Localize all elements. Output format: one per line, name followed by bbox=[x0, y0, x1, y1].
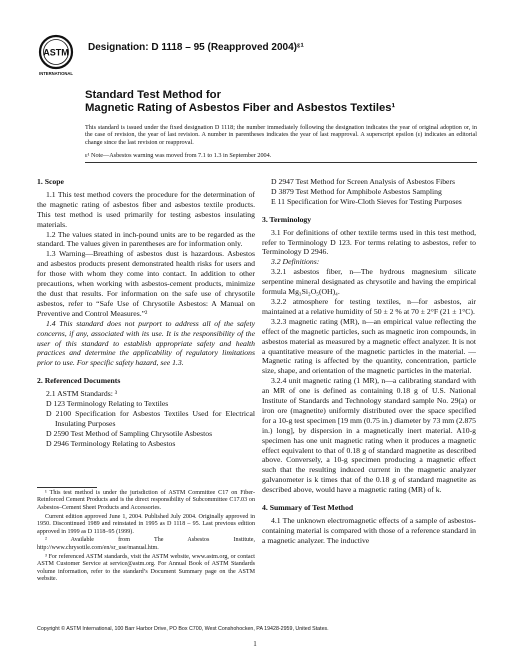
reference-item: D 2946 Terminology Relating to Asbestos bbox=[46, 438, 176, 448]
paragraph-1-3: 1.3 Warning—Breathing of asbestos dust is hazardous. Asbestos and asbestos products present demonstrated health risks for users and for those with whom they come into contact. In addition to other precautions, when working with asbestos-cement products, minimize the dust that results. For information on the safe use of chrysotile asbestos, refer to “Safe Use of Chrysotile Asbestos: A Manual on Preventive and Control Measures.”² bbox=[37, 249, 255, 318]
reference-item: D 2590 Test Method of Sampling Chrysotile Asbestos bbox=[46, 428, 213, 438]
reference-item: D 2100 Specification for Asbestos Textiles Used for Electrical Insulating Purposes bbox=[46, 408, 255, 428]
astm-logo-icon bbox=[37, 33, 75, 77]
reference-item: E 11 Specification for Wire-Cloth Sieves for Testing Purposes bbox=[271, 196, 462, 206]
paragraph-4-1: 4.1 The unknown electromagnetic effects of a sample of asbestos-containing material is compared with those of a reference standard in a magnetic analyzer. The inductive bbox=[262, 516, 476, 545]
editorial-note: ε¹ Note—Asbestos warning was moved from 7.1 to 1.3 in September 2004. bbox=[85, 152, 272, 159]
footnote: ² Available from The Asbestos Institute, http://www.chrysotile.com/en/sr_use/manual.htm. bbox=[37, 537, 255, 551]
title-line-1: Standard Test Method for bbox=[85, 89, 221, 101]
paragraph-1-1: 1.1 This test method covers the procedure for the determination of the magnetic rating of asbestos fiber and asbestos textile products. This test method is used primarily for testing asbestos insulating materials. bbox=[37, 189, 255, 229]
paragraph-3-2: 3.2 Definitions: bbox=[271, 257, 320, 267]
section-heading-scope: 1. Scope bbox=[37, 177, 64, 186]
right-column bbox=[262, 177, 476, 546]
section-heading-referenced-documents: 2. Referenced Documents bbox=[37, 376, 121, 386]
designation: Designation: D 1118 – 95 (Reapproved 2004)ᵋ¹ bbox=[88, 42, 304, 53]
title-block bbox=[85, 89, 485, 115]
reference-item: D 3879 Test Method for Amphibole Asbestos Sampling bbox=[271, 186, 442, 196]
paragraph-1-2: 1.2 The values stated in inch-pound units are to be regarded as the standard. The values given in parentheses are for information only. bbox=[37, 229, 255, 249]
issuance-note: This standard is issued under the fixed designation D 1118; the number immediately following the designation indicates the year of original adoption or, in the case of revision, the year of last revision. A number in parentheses indicates the year of last reapproval. A superscript epsilon (ε) indicates an editorial change since the last revision or reapproval. bbox=[85, 124, 477, 146]
reference-item: D 123 Terminology Relating to Textiles bbox=[46, 399, 169, 409]
paragraph-3-2-2: 3.2.2 atmosphere for testing textiles, n—for asbestos, air maintained at a relative humidity of 50 ± 2 % at 70 ± 2°F (21 ± 1°C). bbox=[262, 296, 476, 316]
paragraph-3-1: 3.1 For definitions of other textile terms used in this test method, refer to Terminology D 123. For terms relating to asbestos, refer to Terminology D 2946. bbox=[262, 227, 476, 257]
section-heading-summary: 4. Summary of Test Method bbox=[262, 503, 354, 513]
footnote-divider bbox=[37, 487, 97, 488]
logo-text: ASTM bbox=[43, 47, 69, 58]
reference-item: D 2947 Test Method for Screen Analysis of Asbestos Fibers bbox=[271, 177, 456, 186]
header-divider bbox=[85, 162, 477, 163]
paragraph-3-2-3: 3.2.3 magnetic rating (MR), n—an empirical value reflecting the effect of the magnetic particles, such as magnetic iron compounds, in asbestos material as measured by a magnetic effect analyzer. It is not a quantitative measure of the magnetic particles in the material. — Magnetic rating is affected by the quantity, concentration, particle size, shape, and orientation of the magnetic particles in the material. bbox=[262, 316, 476, 376]
footnote: ³ For referenced ASTM standards, visit the ASTM website, www.astm.org, or contact ASTM Customer Service at service@astm.org. For Annual Book of ASTM Standards volume information, refer to the standard’s Document Summary page on the ASTM website. bbox=[37, 553, 255, 582]
logo-caption: INTERNATIONAL bbox=[39, 71, 73, 76]
paragraph-1-4: 1.4 This standard does not purport to address all of the safety concerns, if any, associated with its use. It is the responsibility of the user of this standard to establish appropriate safety and health practices and determine the applicability of regulatory limitations prior to use. For specific safety hazard, see 1.3. bbox=[37, 318, 255, 368]
paragraph-3-2-4: 3.2.4 unit magnetic rating (1 MR), n—a calibrating standard with an MR of one is defined as containing 0.18 g of U.S. National Institute of Standards and Technology standard sample No. 29(a) or iron ore (magnetite) uniformly distributed over the space specified for a 10-g test specimen [19 mm (0.75 in.) diameter by 73 mm (2.875 in.) long], by dispersion in a magnetically inert material. A10-g specimen has one unit magnetic rating when it produces a magnetic effect equivalent to that of 0.18 g of standard magnetite as described above. Conversely, a 10-g specimen producing a magnetic effect such that the resulting induced current in the magnetic analyzer galvanometer is k times that of the 0.18 g of standard magnetite as described above, would have a magnetic rating (MR) of k. bbox=[262, 376, 476, 495]
left-column bbox=[37, 177, 255, 449]
paragraph-3-2-1: 3.2.1 asbestos fiber, n—The hydrous magnesium silicate serpentine mineral designated as chrysotile and having the empirical formula Mg₃Si₂O₅(OH)₄. bbox=[262, 267, 476, 297]
footnotes bbox=[37, 490, 255, 585]
copyright-notice: Copyright © ASTM International, 100 Barr Harbor Drive, PO Box C700, West Conshohocken, PA 19428-2959, United States. bbox=[37, 626, 329, 632]
astm-standards-label: 2.1 ASTM Standards: ³ bbox=[46, 389, 118, 399]
section-heading-terminology: 3. Terminology bbox=[262, 214, 312, 224]
page-number: 1 bbox=[253, 640, 257, 648]
footnote: Current edition approved June 1, 2004. Published July 2004. Originally approved in 1950. Discontinued 1989 and reinstated in 1995 as D 1118 – 95. Last previous edition approved in 1999 as D 1118–95 (1999). bbox=[37, 513, 255, 535]
title-line-2: Magnetic Rating of Asbestos Fiber and Asbestos Textiles¹ bbox=[85, 102, 396, 114]
footnote: ¹ This test method is under the jurisdiction of ASTM Committee C17 on Fiber-Reinforced Cement Products and is the direct responsibility of Subcommittee C17.03 on Asbestos–Cement Sheet Products and Accessories. bbox=[37, 490, 255, 511]
